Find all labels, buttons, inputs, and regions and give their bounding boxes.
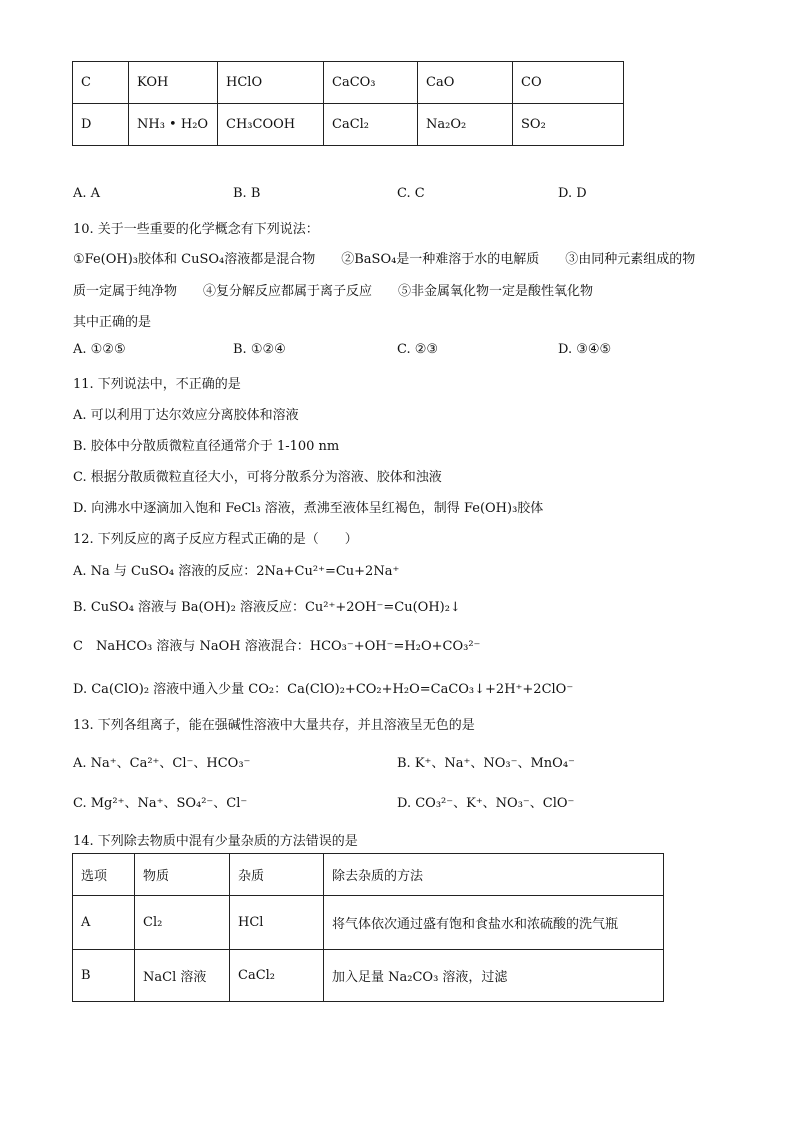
q10-option-c: C. ②③ xyxy=(397,342,439,357)
table-cell: NH₃ • H₂O xyxy=(129,104,218,146)
table-cell: D xyxy=(73,104,129,146)
table-header: 除去杂质的方法 xyxy=(324,854,664,896)
table-cell: A xyxy=(73,896,135,950)
q11-stem: 11. 下列说法中，不正确的是 xyxy=(73,377,241,392)
q13-option-d: D. CO₃²⁻、K⁺、NO₃⁻、ClO⁻ xyxy=(397,796,575,811)
q10-option-a: A. ①②⑤ xyxy=(73,342,126,357)
q10-statement-line-1: ①Fe(OH)₃胶体和 CuSO₄溶液都是混合物 ②BaSO₄是一种难溶于水的电解质 ③由同种元素组成的物 xyxy=(73,252,696,267)
table-cell: B xyxy=(73,950,135,1002)
table-row xyxy=(73,896,664,950)
q13-option-c: C. Mg²⁺、Na⁺、SO₄²⁻、Cl⁻ xyxy=(73,796,248,811)
table-cell: HCl xyxy=(230,896,324,950)
q14-table xyxy=(72,853,664,1002)
q14-stem: 14. 下列除去物质中混有少量杂质的方法错误的是 xyxy=(73,834,358,849)
q13-stem: 13. 下列各组离子，能在强碱性溶液中大量共存，并且溶液呈无色的是 xyxy=(73,718,475,733)
table-cell: 加入足量 Na₂CO₃ 溶液，过滤 xyxy=(324,950,664,1002)
table-cell: Cl₂ xyxy=(135,896,230,950)
table-cell: CO xyxy=(513,62,624,104)
q11-option-b: B. 胶体中分散质微粒直径通常介于 1-100 nm xyxy=(73,439,340,454)
table-cell: 将气体依次通过盛有饱和食盐水和浓硫酸的洗气瓶 xyxy=(324,896,664,950)
q12-option-b: B. CuSO₄ 溶液与 Ba(OH)₂ 溶液反应：Cu²⁺+2OH⁻=Cu(OH)₂↓ xyxy=(73,600,461,615)
table-row xyxy=(73,62,624,104)
table-header: 选项 xyxy=(73,854,135,896)
q12-stem: 12. 下列反应的离子反应方程式正确的是（ ） xyxy=(73,532,358,547)
q9-option-b: B. B xyxy=(233,186,261,201)
q9-option-a: A. A xyxy=(73,186,101,201)
q12-option-d: D. Ca(ClO)₂ 溶液中通入少量 CO₂：Ca(ClO)₂+CO₂+H₂O=CaCO₃↓+2H⁺+2ClO⁻ xyxy=(73,682,574,697)
q12-option-a: A. Na 与 CuSO₄ 溶液的反应：2Na+Cu²⁺=Cu+2Na⁺ xyxy=(73,564,400,579)
q11-option-d: D. 向沸水中逐滴加入饱和 FeCl₃ 溶液，煮沸至液体呈红褐色，制得 Fe(OH)₃胶体 xyxy=(73,501,544,516)
q9-option-c: C. C xyxy=(397,186,425,201)
q11-option-c: C. 根据分散质微粒直径大小，可将分散系分为溶液、胶体和浊液 xyxy=(73,470,442,485)
q10-question: 其中正确的是 xyxy=(73,315,152,330)
table-row xyxy=(73,104,624,146)
table-cell: CaO xyxy=(418,62,513,104)
table-header-row xyxy=(73,854,664,896)
table-cell: C xyxy=(73,62,129,104)
table-header: 杂质 xyxy=(230,854,324,896)
table-cell: CH₃COOH xyxy=(218,104,324,146)
q10-option-b: B. ①②④ xyxy=(233,342,286,357)
table-cell: CaCl₂ xyxy=(324,104,418,146)
q12-option-c: C NaHCO₃ 溶液与 NaOH 溶液混合：HCO₃⁻+OH⁻=H₂O+CO₃²⁻ xyxy=(73,639,481,654)
q10-statement-line-2: 质一定属于纯净物 ④复分解反应都属于离子反应 ⑤非金属氧化物一定是酸性氧化物 xyxy=(73,284,594,299)
table-cell: HClO xyxy=(218,62,324,104)
table-cell: Na₂O₂ xyxy=(418,104,513,146)
table-row xyxy=(73,950,664,1002)
q9-option-d: D. D xyxy=(558,186,587,201)
table-cell: CaCl₂ xyxy=(230,950,324,1002)
q10-option-d: D. ③④⑤ xyxy=(558,342,612,357)
table-cell: SO₂ xyxy=(513,104,624,146)
table-cell: NaCl 溶液 xyxy=(135,950,230,1002)
table-cell: CaCO₃ xyxy=(324,62,418,104)
table-cell: KOH xyxy=(129,62,218,104)
q11-option-a: A. 可以利用丁达尔效应分离胶体和溶液 xyxy=(73,408,299,423)
q13-option-a: A. Na⁺、Ca²⁺、Cl⁻、HCO₃⁻ xyxy=(73,756,251,771)
q9-table xyxy=(72,61,624,146)
q10-stem: 10. 关于一些重要的化学概念有下列说法： xyxy=(73,222,319,237)
table-header: 物质 xyxy=(135,854,230,896)
q13-option-b: B. K⁺、Na⁺、NO₃⁻、MnO₄⁻ xyxy=(397,756,575,771)
